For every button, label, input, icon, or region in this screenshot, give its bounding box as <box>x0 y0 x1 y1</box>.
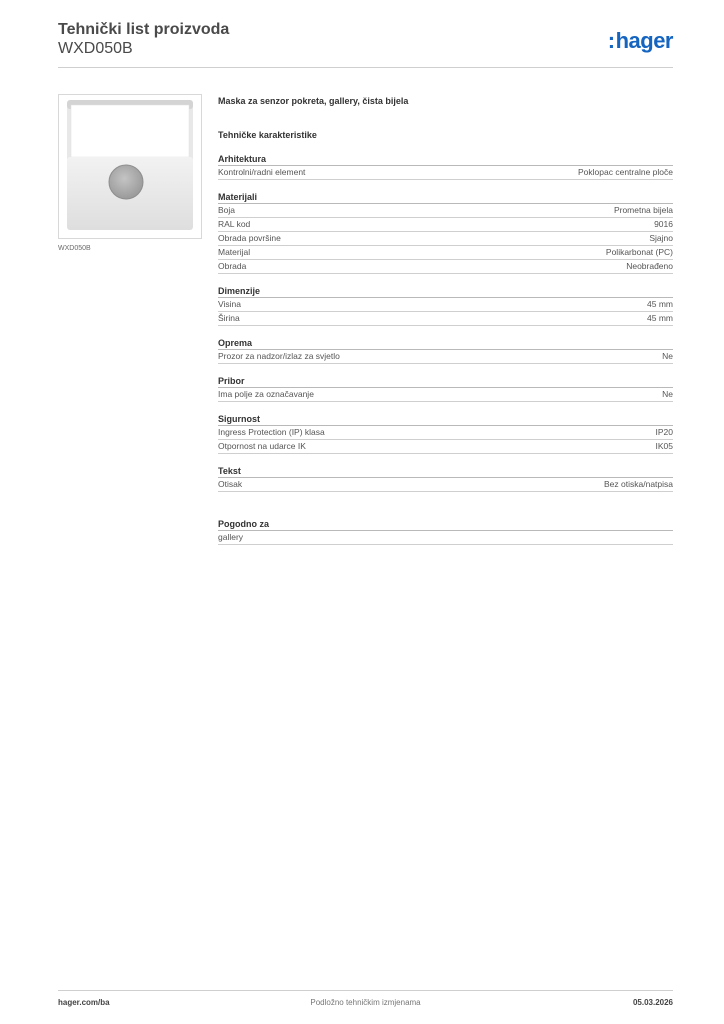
page-title: Tehnički list proizvoda <box>58 21 230 38</box>
spec-value: 45 mm <box>647 299 673 309</box>
spec-value: Ne <box>662 389 673 399</box>
group-title: Dimenzije <box>218 285 673 298</box>
logo-text: hager <box>615 28 673 53</box>
group-title: Pribor <box>218 375 673 388</box>
group-title: Oprema <box>218 337 673 350</box>
spec-label: Materijal <box>218 247 251 257</box>
spec-row <box>218 312 673 326</box>
spec-label: gallery <box>218 532 244 542</box>
spec-groups <box>218 153 673 492</box>
spec-row <box>218 388 673 402</box>
spec-value: Prometna bijela <box>613 205 673 215</box>
spec-row <box>218 350 673 364</box>
group-title: Pogodno za <box>218 518 673 531</box>
spec-label: Visina <box>218 299 241 309</box>
group-title: Materijali <box>218 191 673 204</box>
spec-value: 45 mm <box>647 313 673 323</box>
spec-value: 9016 <box>654 219 673 229</box>
spec-label: Ingress Protection (IP) klasa <box>218 427 325 437</box>
spec-label: Širina <box>218 313 240 323</box>
spec-label: Otisak <box>218 479 243 489</box>
spec-row <box>218 478 673 492</box>
spec-label: Obrada površine <box>218 233 281 243</box>
characteristics-heading: Tehničke karakteristike <box>218 130 317 140</box>
footer-date: 05.03.2026 <box>632 998 673 1007</box>
spec-group <box>218 375 673 402</box>
product-name: Maska za senzor pokreta, gallery, čista bijela <box>218 96 409 106</box>
spec-row <box>218 440 673 454</box>
spec-value: Bez otiska/natpisa <box>604 479 673 489</box>
spec-row <box>218 426 673 440</box>
spec-label: Kontrolni/radni element <box>218 167 306 177</box>
spec-label: Otpornost na udarce IK <box>218 441 306 451</box>
page-footer <box>58 998 673 1010</box>
product-image <box>58 94 202 239</box>
spec-value: IP20 <box>655 427 673 437</box>
image-caption: WXD050B <box>58 245 91 252</box>
suitable-for-group <box>218 518 673 545</box>
spec-label: RAL kod <box>218 219 251 229</box>
page-header <box>58 20 673 68</box>
spec-group <box>218 153 673 180</box>
footer-note: Podložno tehničkim izmjenama <box>310 998 421 1007</box>
spec-row <box>218 260 673 274</box>
spec-group <box>218 285 673 326</box>
spec-group <box>218 465 673 492</box>
spec-value: Sjajno <box>649 233 673 243</box>
spec-value: IK05 <box>655 441 673 451</box>
spec-group <box>218 337 673 364</box>
spec-value: Polikarbonat (PC) <box>605 247 673 257</box>
product-code: WXD050B <box>58 40 133 57</box>
group-title: Tekst <box>218 465 673 478</box>
motion-sensor-mask-image <box>59 95 201 238</box>
spec-group <box>218 191 673 274</box>
spec-row <box>218 246 673 260</box>
spec-content <box>218 96 673 545</box>
header-divider <box>58 67 673 68</box>
footer-divider <box>58 990 673 991</box>
spec-row <box>218 166 673 180</box>
spec-label: Prozor za nadzor/izlaz za svjetlo <box>218 351 340 361</box>
group-title: Sigurnost <box>218 413 673 426</box>
group-title: Arhitektura <box>218 153 673 166</box>
spec-value: Ne <box>662 351 673 361</box>
hager-logo: :hager <box>607 28 673 53</box>
spec-group <box>218 413 673 454</box>
spec-row <box>218 298 673 312</box>
spec-row <box>218 232 673 246</box>
footer-website: hager.com/ba <box>58 998 110 1007</box>
spec-label: Boja <box>218 205 236 215</box>
spec-row <box>218 218 673 232</box>
spec-row <box>218 204 673 218</box>
spec-label: Obrada <box>218 261 247 271</box>
spec-row <box>218 531 673 545</box>
spec-value: Poklopac centralne ploče <box>578 167 673 177</box>
spec-label: Ima polje za označavanje <box>218 389 314 399</box>
spec-value: Neobrađeno <box>626 261 673 271</box>
